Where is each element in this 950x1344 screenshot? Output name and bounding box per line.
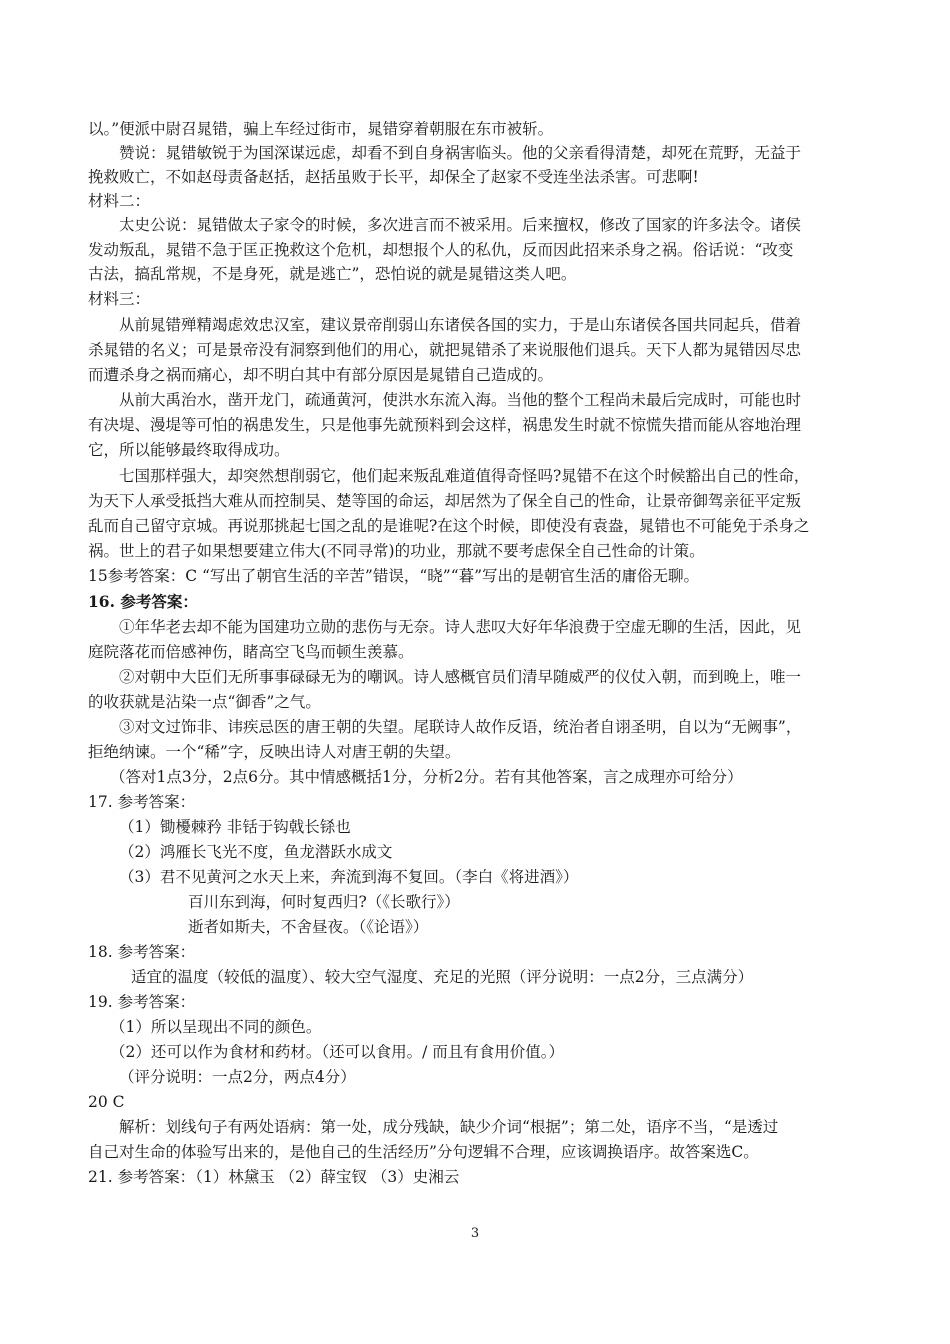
text-line: 自己对生命的体验写出来的，是他自己的生活经历”分句逻辑不合理，应该调换语序。故答案选C。 xyxy=(88,1143,759,1161)
text-line: 百川东到海，何时复西归?（《长歌行》） xyxy=(188,893,460,911)
scoring-note: （答对1点3分，2点6分。其中情感概括1分，分析2分。若有其他答案，言之成理亦可给分） xyxy=(110,768,743,786)
text-line: 而遭杀身之祸而痛心，却不明白其中有部分原因是晁错自己造成的。 xyxy=(88,366,554,384)
answer-17-heading: 17. 参考答案： xyxy=(88,793,196,811)
text-line: 解析：划线句子有两处语病：第一处，成分残缺，缺少介词“根据”；第二处，语序不当，“是透过 xyxy=(119,1118,779,1136)
text-line: 从前大禹治水，凿开龙门，疏通黄河，使洪水东流入海。当他的整个工程尚未最后完成时，可能也时 xyxy=(119,391,802,409)
text-line: 为天下人承受抵挡大难从而控制吴、楚等国的命运，却居然为了保全自己的性命，让景帝御驾亲征平定叛 xyxy=(88,492,802,510)
text-line: 庭院落花而倍感神伤，睹高空飞鸟而顿生羡慕。 xyxy=(88,643,414,661)
page-number: 3 xyxy=(470,1226,480,1241)
text-line: ①年华老去却不能为国建功立勋的悲伤与无奈。诗人悲叹大好年华浪费于空虚无聊的生活，因此，见 xyxy=(119,618,802,636)
answer-15: 15参考答案：C “写出了朝官生活的辛苦”错误，“晓”“暮”写出的是朝官生活的庸俗无聊。 xyxy=(88,567,700,585)
text-line: 拒绝纳谏。一个“稀”字，反映出诗人对唐王朝的失望。 xyxy=(88,743,461,761)
text-line: 以。”便派中尉召晁错，骗上车经过街市，晁错穿着朝服在东市被斩。 xyxy=(88,120,554,138)
text-line: 挽救败亡，不如赵母责备赵括，赵括虽败于长平，却保全了赵家不受连坐法杀害。可悲啊! xyxy=(88,168,699,186)
scoring-note: （评分说明：一点2分，两点4分） xyxy=(119,1068,356,1086)
section-heading: 材料三： xyxy=(88,290,151,308)
text-line: ②对朝中大臣们无所事事碌碌无为的嘲讽。诗人感概官员们清早随威严的仪仗入朝，而到晚上，唯一 xyxy=(119,668,802,686)
text-line: 适宜的温度（较低的温度）、较大空气湿度、充足的光照（评分说明：一点2分，三点满分） xyxy=(131,968,754,986)
text-line: （2）还可以作为食材和药材。（还可以食用。/ 而且有食用价值。） xyxy=(110,1043,565,1061)
text-line: 逝者如斯夫，不舍昼夜。（《论语》） xyxy=(188,918,429,936)
answer-19-heading: 19. 参考答案： xyxy=(88,993,196,1011)
text-line: 祸。世上的君子如果想要建立伟大(不同寻常)的功业，那就不要考虑保全自己性命的计策。 xyxy=(88,542,705,560)
text-line: 赞说：晁错敏锐于为国深谋远虑，却看不到自身祸害临头。他的父亲看得清楚，却死在荒野，无益于 xyxy=(119,144,802,162)
text-line: （3）君不见黄河之水天上来，奔流到海不复回。（李白《将进酒》） xyxy=(119,868,579,886)
answer-21: 21. 参考答案：（1）林黛玉 （2）薛宝钗 （3）史湘云 xyxy=(88,1168,460,1186)
text-line: 古法，搞乱常规，不是身死，就是逃亡”，恐怕说的就是晁错这类人吧。 xyxy=(88,265,577,283)
text-line: 发动叛乱，晁错不急于匡正挽救这个危机，却想报个人的私仇，反而因此招来杀身之祸。俗话说：“改变 xyxy=(88,241,794,259)
answer-16-heading: 16. 参考答案： xyxy=(88,592,198,611)
text-line: （2）鸿雁长飞光不度，鱼龙潜跃水成文 xyxy=(119,843,393,861)
text-line: 七国那样强大，却突然想削弱它，他们起来叛乱难道值得奇怪吗?晁错不在这个时候豁出自己的性命， xyxy=(119,467,810,485)
text-line: 从前晁错殚精竭虑效忠汉室，建议景帝削弱山东诸侯各国的实力，于是山东诸侯各国共同起兵，借着 xyxy=(119,316,802,334)
text-line: ③对文过饰非、讳疾忌医的唐王朝的失望。尾联诗人故作反语，统治者自诩圣明，自以为“无阙事”， xyxy=(119,718,802,736)
text-line: 的收获就是沾染一点“御香”之气。 xyxy=(88,693,321,711)
answer-18-heading: 18. 参考答案： xyxy=(88,943,196,961)
answer-20: 20 C xyxy=(88,1093,125,1111)
section-heading: 材料二： xyxy=(88,192,151,210)
text-line: 杀晁错的名义；可是景帝没有洞察到他们的用心，就把晁错杀了来说服他们退兵。天下人都为晁错因尽忠 xyxy=(88,341,802,359)
text-line: （1）所以呈现出不同的颜色。 xyxy=(110,1018,322,1036)
text-line: （1）锄櫌棘矜 非铦于钩戟长铩也 xyxy=(119,818,351,836)
text-line: 太史公说：晁错做太子家令的时候，多次进言而不被采用。后来擅权，修改了国家的许多法令。诸侯 xyxy=(119,216,802,234)
text-line: 它，所以能够最终取得成功。 xyxy=(88,441,290,459)
text-line: 有决堤、漫堤等可怕的祸患发生，只是他事先就预料到会这样，祸患发生时就不惊慌失措而能从容地治理 xyxy=(88,416,802,434)
text-line: 乱而自己留守京城。再说那挑起七国之乱的是谁呢?在这个时候，即使没有袁盎，晁错也不可能免于杀身之 xyxy=(88,517,810,535)
